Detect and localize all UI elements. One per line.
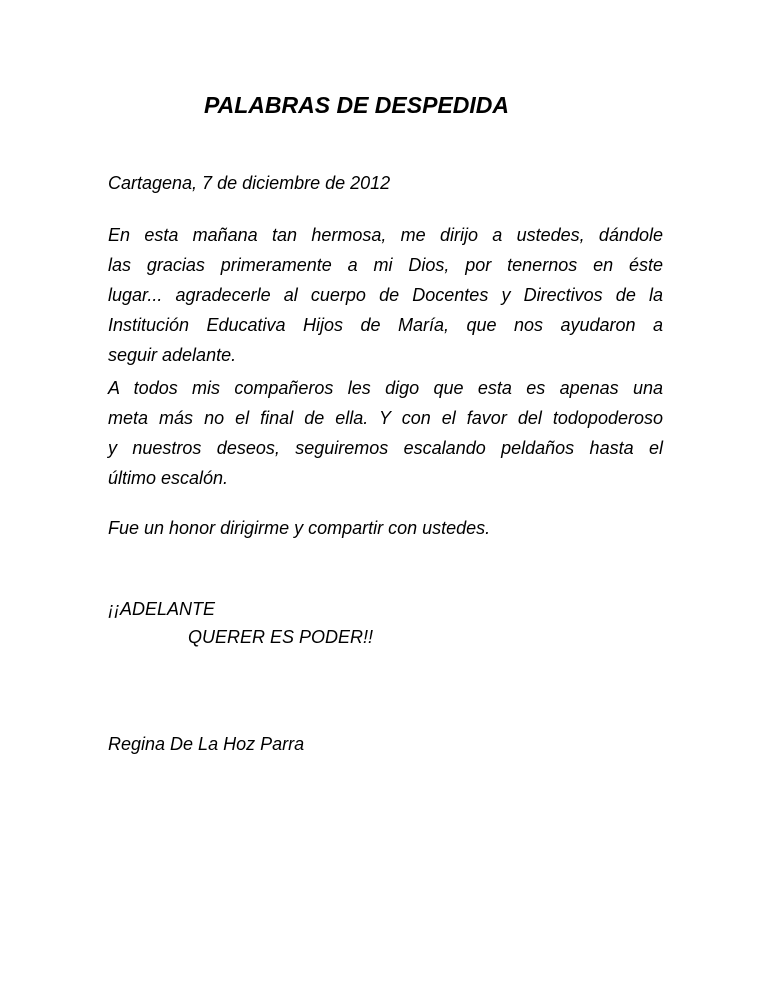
text-line: y nuestros deseos, seguiremos escalando peldaños hasta el (108, 438, 663, 458)
paragraph-1 (108, 220, 663, 370)
paragraph-2 (108, 373, 663, 493)
text-line: En esta mañana tan hermosa, me dirijo a ustedes, dándole (108, 225, 663, 245)
text-line: A todos mis compañeros les digo que esta es apenas una (108, 378, 663, 398)
text-line: último escalón. (108, 468, 229, 488)
date-line: Cartagena, 7 de diciembre de 2012 (108, 173, 391, 193)
text-line: Institución Educativa Hijos de María, que nos ayudaron a (108, 315, 663, 335)
page-title: PALABRAS DE DESPEDIDA (204, 92, 509, 118)
paragraph-3: Fue un honor dirigirme y compartir con ustedes. (108, 518, 491, 538)
text-line: las gracias primeramente a mi Dios, por tenernos en éste (108, 255, 663, 275)
text-line: meta más no el final de ella. Y con el favor del todopoderoso (108, 408, 663, 428)
closing-line-2: QUERER ES PODER!! (188, 627, 374, 647)
text-line: lugar... agradecerle al cuerpo de Docentes y Directivos de la (108, 285, 663, 305)
text-line: seguir adelante. (108, 345, 237, 365)
closing-line-1: ¡¡ADELANTE (108, 599, 216, 619)
signature: Regina De La Hoz Parra (108, 734, 305, 754)
